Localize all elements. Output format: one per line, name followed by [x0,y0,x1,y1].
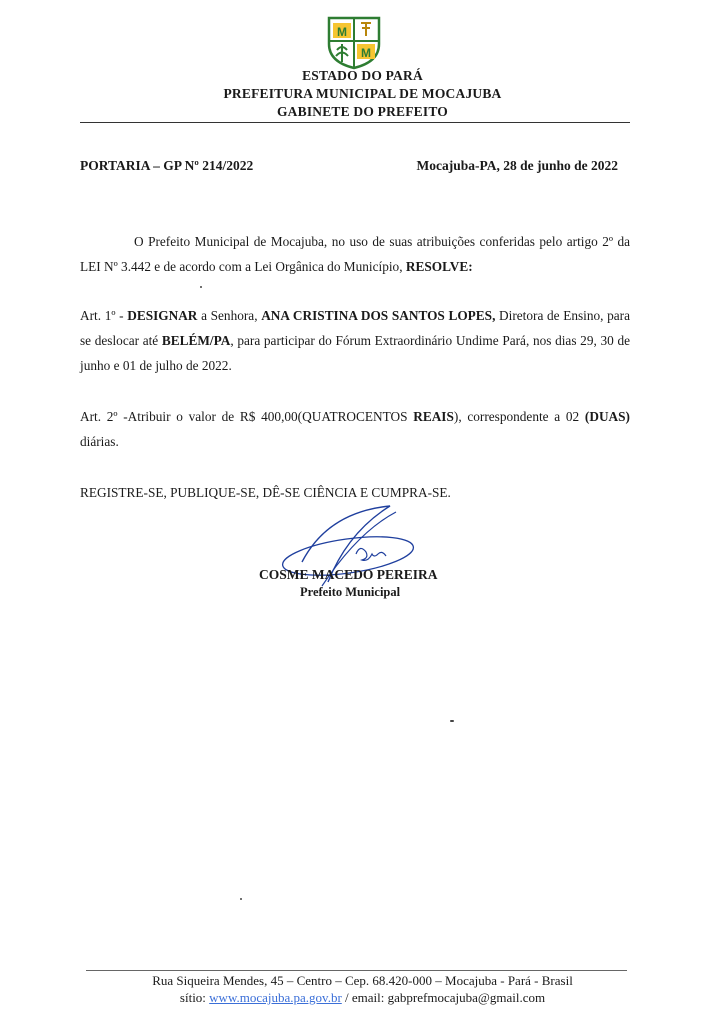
art2-text-1: Art. 2º -Atribuir o valor de R$ 400,00(QUATROCENTOS [80,409,414,424]
portaria-number: PORTARIA – GP Nº 214/2022 [80,158,254,173]
header-prefeitura: PREFEITURA MUNICIPAL DE MOCAJUBA [223,86,502,101]
closing-statement: REGISTRE-SE, PUBLIQUE-SE, DÊ-SE CIÊNCIA E CUMPRA-SE. [80,485,451,500]
scan-speck [450,720,454,722]
footer-divider [86,970,627,971]
footer-site-link[interactable]: www.mocajuba.pa.gov.br [209,990,342,1005]
art1-text-1: a Senhora, [197,308,262,323]
intro-resolve: RESOLVE: [405,259,473,274]
art1-text-2: Diretora de Ensino, para se deslocar até [80,308,630,348]
scan-speck [200,286,202,288]
signatory-name: COSME MACEDO PEREIRA [259,567,438,582]
footer-contact [0,990,725,1006]
art1-place: BELÉM/PA [161,333,231,348]
art1-name: ANA CRISTINA DOS SANTOS LOPES, [261,308,496,323]
signatory-title: Prefeito Municipal [300,585,401,599]
municipal-crest-icon [325,14,383,70]
art2-reais: REAIS [413,409,454,424]
art1-prefix: Art. 1º - [80,308,128,323]
portaria-date: Mocajuba-PA, 28 de junho de 2022 [416,158,618,173]
footer-email: / email: gabprefmocajuba@gmail.com [341,990,546,1005]
scan-speck [240,898,242,900]
art2-duas: (DUAS) [584,409,630,424]
crest-letter-right: M [361,46,371,60]
footer-address: Rua Siqueira Mendes, 45 – Centro – Cep. 68.420-000 – Mocajuba - Pará - Brasil [152,973,573,988]
header-gabinete: GABINETE DO PREFEITO [276,104,449,119]
header-state: ESTADO DO PARÁ [302,68,423,83]
header-divider [80,122,630,123]
footer-site-label: sítio: [179,990,210,1005]
art2-text-2: ), correspondente a 02 [453,409,585,424]
art1-text-3: , para participar do Fórum Extraordinário Undime Pará, nos dias 29, 30 de junho e 01 de julho de 2022. [80,333,630,373]
article-2-paragraph [80,404,630,454]
crest-letter-left: M [337,25,347,39]
intro-text: O Prefeito Municipal de Mocajuba, no uso de suas atribuições conferidas pelo artigo 2º da LEI Nº 3.442 e de acordo com a Lei Orgânica do Município, [80,234,630,274]
intro-paragraph [80,229,630,279]
art2-text-3: diárias. [80,434,119,449]
article-1-paragraph [80,303,630,378]
art1-verb: DESIGNAR [127,308,198,323]
